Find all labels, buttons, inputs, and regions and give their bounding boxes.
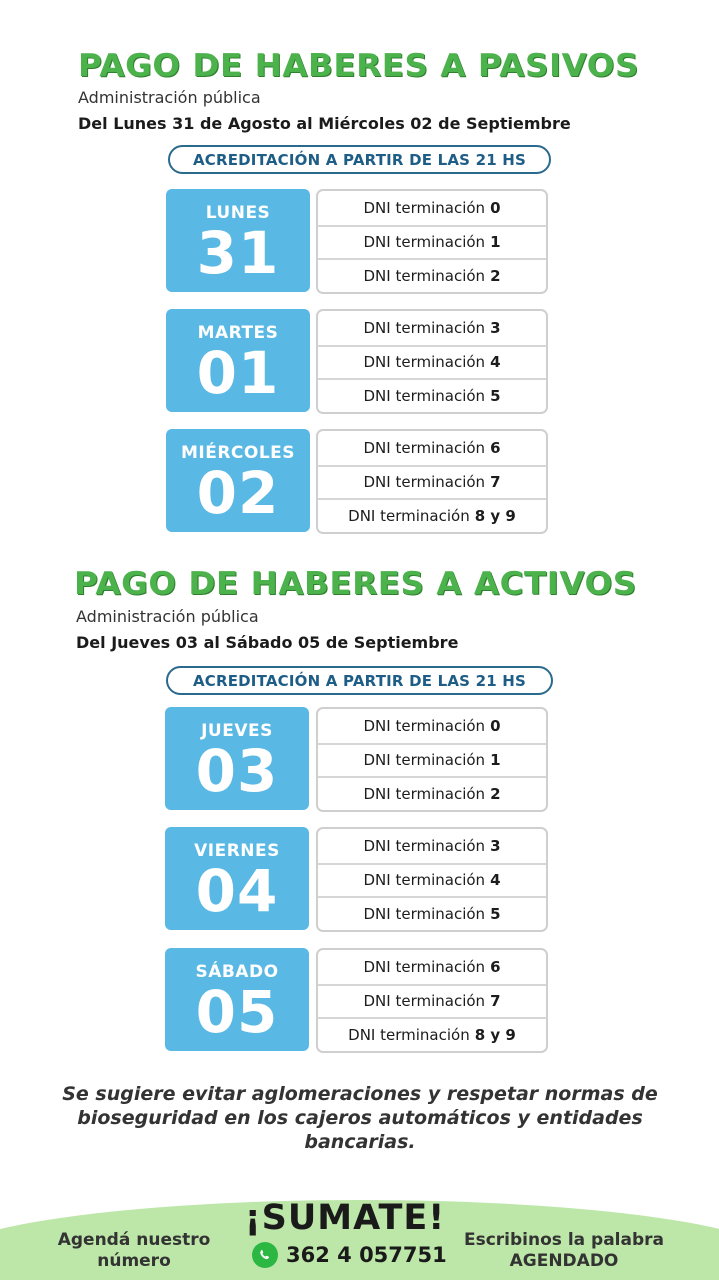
footer-left-text: Agendá nuestro número <box>57 1230 211 1271</box>
dni-row <box>318 709 546 743</box>
dni-ending-digit: 4 <box>490 871 501 890</box>
activos-day-block <box>0 948 719 1054</box>
activos-day-block <box>0 827 719 933</box>
dni-row <box>318 498 546 532</box>
footer-right-text: Escribinos la palabra AGENDADO <box>463 1230 664 1271</box>
day-badge <box>166 189 310 292</box>
day-badge <box>165 948 309 1051</box>
dni-ending-digit: 7 <box>490 473 501 492</box>
dni-label: DNI terminación <box>363 784 486 803</box>
dni-row <box>318 258 546 292</box>
dni-label: DNI terminación <box>348 506 470 525</box>
day-badge <box>165 707 309 810</box>
day-badge <box>166 309 310 412</box>
dni-label: DNI terminación <box>363 233 486 252</box>
day-name: JUEVES <box>201 721 273 741</box>
dni-row <box>318 311 546 345</box>
dni-ending-digit: 3 <box>490 318 501 337</box>
dni-row <box>318 829 546 863</box>
dni-table <box>316 309 548 414</box>
dni-label: DNI terminación <box>363 904 486 923</box>
dni-row <box>318 1017 546 1051</box>
dni-label: DNI terminación <box>348 1025 470 1044</box>
phone-number: 362 4 057751 <box>286 1243 447 1267</box>
dni-ending-digit: 0 <box>490 198 501 217</box>
dni-ending-digit: 1 <box>490 233 501 252</box>
whatsapp-icon <box>252 1242 278 1268</box>
dni-ending-digit: 2 <box>490 784 501 803</box>
activos-subtitle: Administración pública <box>76 607 259 626</box>
activos-day-block <box>0 707 719 813</box>
pasivos-accreditation-pill: ACREDITACIÓN A PARTIR DE LAS 21 HS <box>168 145 551 174</box>
dni-row <box>318 950 546 984</box>
day-name: SÁBADO <box>195 962 279 982</box>
dni-row <box>318 378 546 412</box>
footer-phone[interactable] <box>252 1240 447 1270</box>
dni-row <box>318 896 546 930</box>
pasivos-day-block <box>0 429 719 535</box>
day-number: 05 <box>195 978 279 1046</box>
day-name: MIÉRCOLES <box>180 443 296 463</box>
day-number: 02 <box>196 459 280 527</box>
pasivos-day-block <box>0 189 719 295</box>
dni-row <box>318 225 546 259</box>
pasivos-title: PAGO DE HABERES A PASIVOS <box>78 48 639 84</box>
dni-ending-digit: 2 <box>490 266 501 285</box>
dni-label: DNI terminación <box>363 871 486 890</box>
biosecurity-note: Se sugiere evitar aglomeraciones y respetar normas de bioseguridad en los cajeros automáticos y entidades bancarias. <box>62 1083 658 1153</box>
dni-table <box>316 429 548 534</box>
dni-ending-digit: 5 <box>490 386 501 405</box>
dni-table <box>316 827 548 932</box>
dni-label: DNI terminación <box>363 198 486 217</box>
pasivos-date-range: Del Lunes 31 de Agosto al Miércoles 02 de Septiembre <box>78 114 571 133</box>
dni-ending-digit: 8 y 9 <box>474 1025 516 1044</box>
day-name: VIERNES <box>194 841 280 861</box>
day-name: MARTES <box>197 323 279 343</box>
dni-label: DNI terminación <box>363 836 486 855</box>
dni-label: DNI terminación <box>363 716 486 735</box>
dni-table <box>316 189 548 294</box>
dni-row <box>318 743 546 777</box>
dni-table <box>316 707 548 812</box>
dni-row <box>318 776 546 810</box>
dni-label: DNI terminación <box>363 318 486 337</box>
dni-ending-digit: 3 <box>490 836 501 855</box>
dni-label: DNI terminación <box>363 438 486 457</box>
dni-label: DNI terminación <box>363 353 486 372</box>
pasivos-day-block <box>0 309 719 415</box>
dni-label: DNI terminación <box>363 751 486 770</box>
day-name: LUNES <box>205 203 271 223</box>
dni-ending-digit: 1 <box>490 751 501 770</box>
dni-ending-digit: 6 <box>490 438 501 457</box>
day-number: 04 <box>195 857 279 925</box>
dni-row <box>318 431 546 465</box>
dni-label: DNI terminación <box>363 992 486 1011</box>
dni-label: DNI terminación <box>363 386 486 405</box>
day-badge <box>166 429 310 532</box>
dni-ending-digit: 4 <box>490 353 501 372</box>
activos-date-range: Del Jueves 03 al Sábado 05 de Septiembre <box>76 633 459 652</box>
dni-row <box>318 345 546 379</box>
activos-accreditation-pill: ACREDITACIÓN A PARTIR DE LAS 21 HS <box>166 666 553 695</box>
dni-table <box>316 948 548 1053</box>
dni-ending-digit: 5 <box>490 904 501 923</box>
day-number: 01 <box>196 339 280 407</box>
day-number: 03 <box>195 737 279 805</box>
dni-ending-digit: 8 y 9 <box>474 506 516 525</box>
day-badge <box>165 827 309 930</box>
dni-ending-digit: 6 <box>490 957 501 976</box>
day-number: 31 <box>196 219 280 287</box>
activos-title: PAGO DE HABERES A ACTIVOS <box>74 566 637 602</box>
dni-row <box>318 863 546 897</box>
dni-row <box>318 984 546 1018</box>
dni-ending-digit: 7 <box>490 992 501 1011</box>
dni-label: DNI terminación <box>363 957 486 976</box>
dni-label: DNI terminación <box>363 473 486 492</box>
dni-row <box>318 465 546 499</box>
dni-label: DNI terminación <box>363 266 486 285</box>
footer-sumate-title: ¡SUMATE! <box>244 1198 446 1238</box>
dni-ending-digit: 0 <box>490 716 501 735</box>
dni-row <box>318 191 546 225</box>
pasivos-subtitle: Administración pública <box>78 88 261 107</box>
